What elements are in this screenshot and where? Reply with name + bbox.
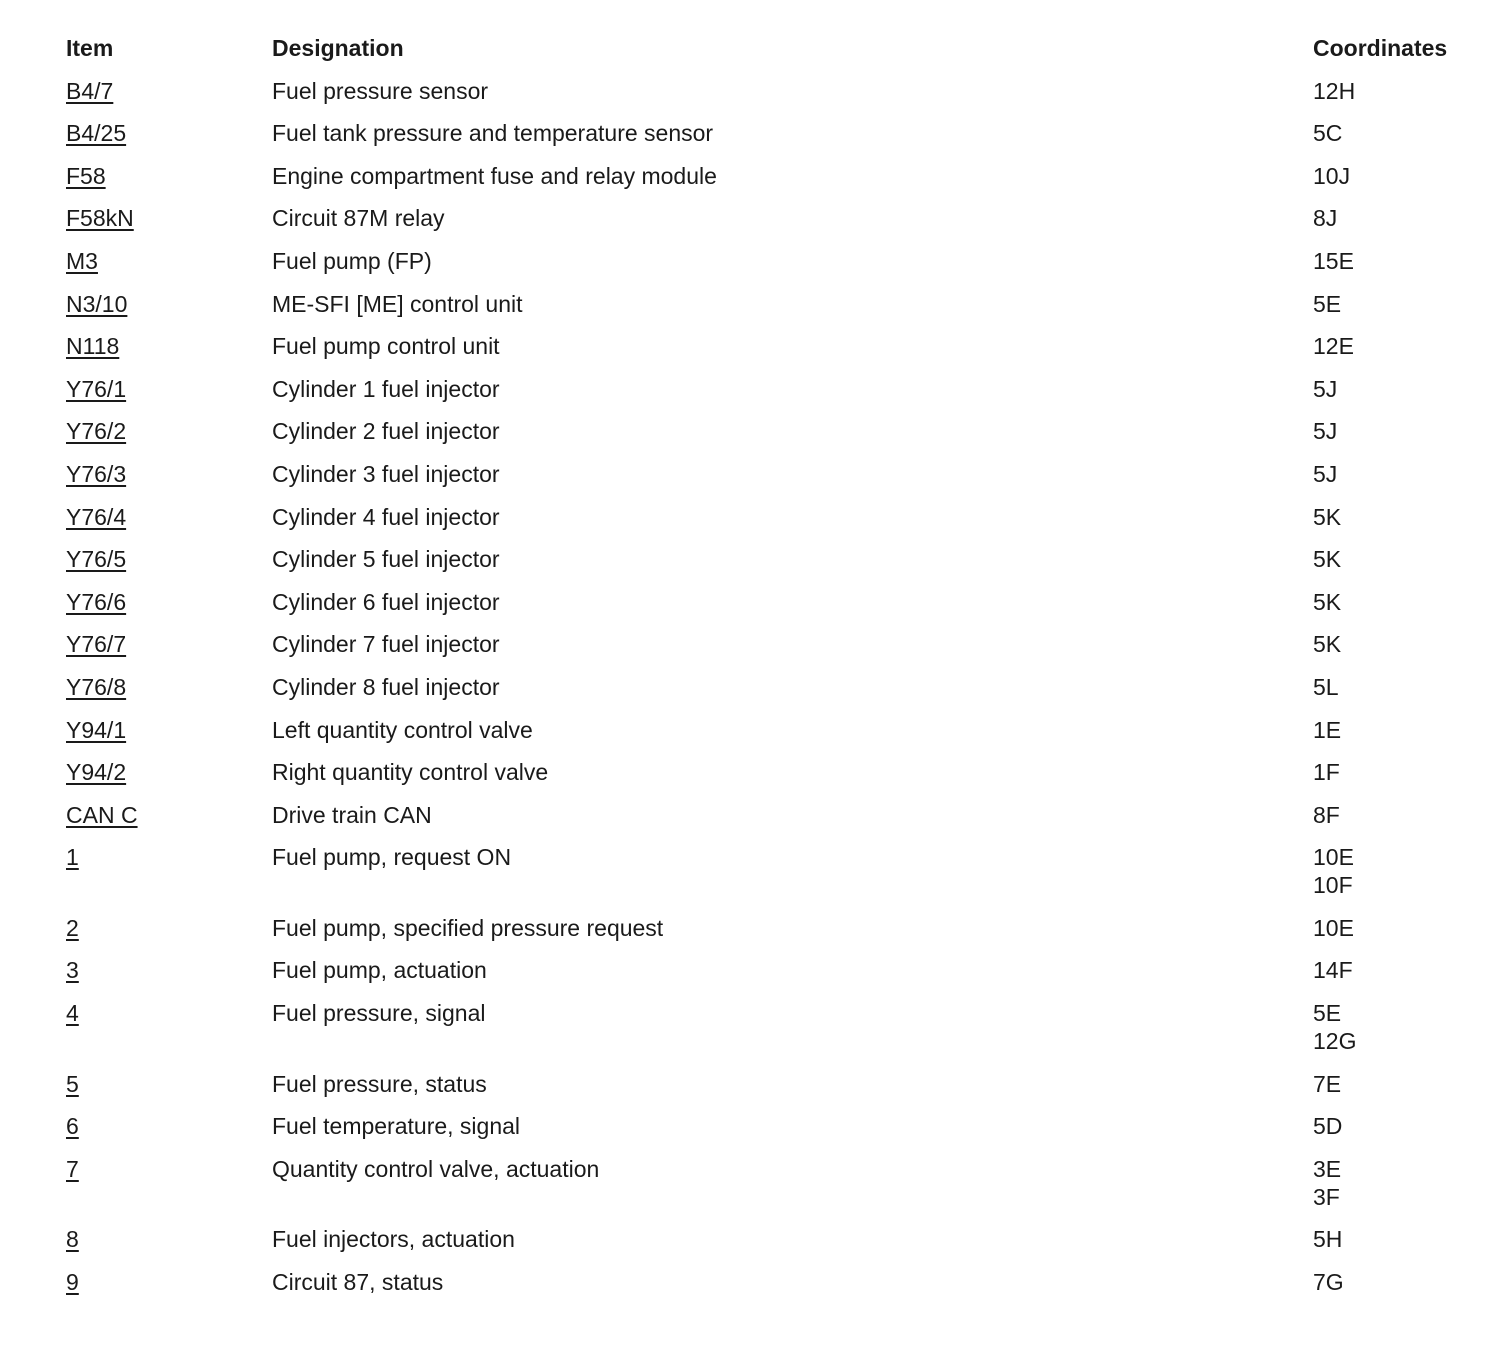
designation-cell: Fuel temperature, signal: [272, 1113, 521, 1140]
designation-cell: Circuit 87, status: [272, 1269, 444, 1296]
item-cell: [66, 247, 272, 275]
coordinate-value: 5D: [1313, 1113, 1343, 1140]
item-column-header: Item: [66, 35, 114, 61]
table-row: [66, 204, 1486, 232]
designation-cell: Quantity control valve, actuation: [272, 1155, 600, 1182]
item-link[interactable]: 7: [66, 1155, 79, 1182]
table-row: [66, 758, 1486, 786]
item-link[interactable]: Y76/4: [66, 503, 127, 530]
table-row: [66, 588, 1486, 616]
item-cell: [66, 630, 272, 658]
coordinates-column-header: Coordinates: [1313, 35, 1448, 61]
item-cell: [66, 1268, 272, 1296]
coordinate-value: 14F: [1313, 957, 1353, 984]
coordinates-cell: [1313, 460, 1486, 488]
item-link[interactable]: 4: [66, 1000, 79, 1027]
coordinate-value: 1E: [1313, 716, 1342, 743]
designation-cell: Fuel pressure sensor: [272, 77, 489, 104]
coordinate-value: 5K: [1313, 546, 1342, 573]
item-cell: [66, 914, 272, 942]
table-row: [66, 417, 1486, 445]
table-row: [66, 247, 1486, 275]
table-row: [66, 801, 1486, 829]
designation-cell: Cylinder 2 fuel injector: [272, 418, 500, 445]
table-header-row: [66, 34, 1486, 62]
item-link[interactable]: 1: [66, 844, 79, 871]
coordinates-cell: [1313, 162, 1486, 190]
item-cell: [66, 1155, 272, 1183]
item-cell: [66, 588, 272, 616]
designation-cell: Left quantity control valve: [272, 716, 533, 743]
coordinates-cell: [1313, 758, 1486, 786]
coordinates-cell: [1313, 1225, 1486, 1253]
coordinate-value: 8J: [1313, 205, 1338, 232]
coordinates-cell: [1313, 1155, 1486, 1211]
table-row: [66, 630, 1486, 658]
item-cell: [66, 999, 272, 1027]
table-row: [66, 999, 1486, 1055]
item-link[interactable]: Y76/8: [66, 673, 127, 700]
table-row: [66, 545, 1486, 573]
item-cell: [66, 1112, 272, 1140]
table-row: [66, 119, 1486, 147]
item-link[interactable]: N118: [66, 333, 120, 360]
designation-column-header: Designation: [272, 35, 404, 61]
item-link[interactable]: 6: [66, 1113, 79, 1140]
item-cell: [66, 716, 272, 744]
coordinates-cell: [1313, 417, 1486, 445]
table-row: [66, 1070, 1486, 1098]
item-link[interactable]: Y76/6: [66, 588, 127, 615]
designation-cell: Cylinder 7 fuel injector: [272, 631, 500, 658]
item-cell: [66, 290, 272, 318]
coordinates-cell: [1313, 375, 1486, 403]
designation-cell: Fuel injectors, actuation: [272, 1226, 515, 1253]
table-row: [66, 375, 1486, 403]
coordinates-cell: [1313, 956, 1486, 984]
item-link[interactable]: Y76/3: [66, 460, 127, 487]
coordinate-value: 5L: [1313, 673, 1339, 700]
item-cell: [66, 162, 272, 190]
component-legend-table: [66, 34, 1486, 1311]
item-link[interactable]: Y76/1: [66, 375, 127, 402]
designation-cell: Cylinder 5 fuel injector: [272, 546, 500, 573]
table-row: [66, 290, 1486, 318]
coordinates-cell: [1313, 914, 1486, 942]
item-link[interactable]: Y76/2: [66, 418, 127, 445]
designation-cell: Cylinder 4 fuel injector: [272, 503, 500, 530]
item-link[interactable]: F58kN: [66, 205, 134, 232]
coordinate-value: 12E: [1313, 333, 1354, 360]
item-link[interactable]: CAN C: [66, 801, 138, 828]
item-link[interactable]: Y76/5: [66, 546, 127, 573]
item-cell: [66, 417, 272, 445]
coordinate-value: 5E: [1313, 1000, 1342, 1027]
item-cell: [66, 758, 272, 786]
item-link[interactable]: 5: [66, 1070, 79, 1097]
designation-cell: Fuel pump control unit: [272, 333, 500, 360]
coordinate-value: 5E: [1313, 290, 1342, 317]
coordinate-value: 1F: [1313, 759, 1340, 786]
table-row: [66, 77, 1486, 105]
coordinate-value: 5J: [1313, 460, 1338, 487]
coordinate-value: 5K: [1313, 588, 1342, 615]
coordinates-cell: [1313, 716, 1486, 744]
coordinate-value: 10J: [1313, 162, 1351, 189]
item-link[interactable]: 3: [66, 957, 79, 984]
coordinate-value: 3F: [1313, 1183, 1340, 1210]
item-cell: [66, 332, 272, 360]
item-cell: [66, 673, 272, 701]
item-link[interactable]: Y94/2: [66, 759, 127, 786]
item-cell: [66, 1070, 272, 1098]
designation-cell: Fuel pressure, status: [272, 1070, 487, 1097]
coordinates-cell: [1313, 1112, 1486, 1140]
coordinates-cell: [1313, 503, 1486, 531]
designation-cell: Engine compartment fuse and relay module: [272, 162, 717, 189]
coordinate-value: 8F: [1313, 801, 1340, 828]
coordinates-cell: [1313, 801, 1486, 829]
coordinates-cell: [1313, 204, 1486, 232]
designation-cell: Cylinder 1 fuel injector: [272, 375, 500, 402]
table-row: [66, 1268, 1486, 1296]
coordinate-value: 7G: [1313, 1269, 1344, 1296]
table-row: [66, 956, 1486, 984]
designation-cell: Fuel pump, request ON: [272, 844, 512, 871]
coordinate-value: 5H: [1313, 1226, 1343, 1253]
item-link[interactable]: 9: [66, 1269, 79, 1296]
designation-cell: Circuit 87M relay: [272, 205, 445, 232]
table-body: [66, 77, 1486, 1296]
item-cell: [66, 1225, 272, 1253]
item-link[interactable]: B4/25: [66, 120, 127, 147]
designation-cell: Cylinder 3 fuel injector: [272, 460, 500, 487]
table-row: [66, 1112, 1486, 1140]
coordinates-cell: [1313, 332, 1486, 360]
item-link[interactable]: 2: [66, 914, 79, 941]
item-cell: [66, 375, 272, 403]
item-cell: [66, 460, 272, 488]
designation-cell: Fuel pump, specified pressure request: [272, 914, 664, 941]
coordinates-cell: [1313, 290, 1486, 318]
coordinate-value: 5K: [1313, 503, 1342, 530]
coordinate-value: 3E: [1313, 1155, 1342, 1182]
item-link[interactable]: Y94/1: [66, 716, 127, 743]
coordinates-cell: [1313, 1268, 1486, 1296]
item-cell: [66, 545, 272, 573]
item-link[interactable]: 8: [66, 1226, 79, 1253]
item-cell: [66, 77, 272, 105]
coordinate-value: 10E: [1313, 914, 1354, 941]
coordinate-value: 5J: [1313, 418, 1338, 445]
designation-cell: ME-SFI [ME] control unit: [272, 290, 523, 317]
item-cell: [66, 843, 272, 871]
designation-cell: Fuel pump, actuation: [272, 957, 487, 984]
coordinates-cell: [1313, 999, 1486, 1055]
coordinate-value: 5K: [1313, 631, 1342, 658]
coordinate-value: 15E: [1313, 247, 1354, 274]
item-link[interactable]: F58: [66, 162, 106, 189]
coordinate-value: 12G: [1313, 1028, 1357, 1055]
table-row: [66, 503, 1486, 531]
table-row: [66, 162, 1486, 190]
table-row: [66, 1155, 1486, 1211]
designation-cell: Fuel pump (FP): [272, 247, 432, 274]
item-cell: [66, 801, 272, 829]
table-row: [66, 914, 1486, 942]
item-link[interactable]: M3: [66, 247, 98, 274]
item-cell: [66, 503, 272, 531]
table-row: [66, 843, 1486, 899]
table-row: [66, 673, 1486, 701]
designation-cell: Cylinder 6 fuel injector: [272, 588, 500, 615]
designation-cell: Drive train CAN: [272, 801, 432, 828]
coordinate-value: 12H: [1313, 77, 1356, 104]
designation-cell: Fuel tank pressure and temperature sensor: [272, 120, 714, 147]
coordinate-value: 5J: [1313, 375, 1338, 402]
item-link[interactable]: Y76/7: [66, 631, 127, 658]
item-cell: [66, 119, 272, 147]
table-row: [66, 460, 1486, 488]
coordinate-value: 5C: [1313, 120, 1343, 147]
item-link[interactable]: B4/7: [66, 77, 114, 104]
coordinates-cell: [1313, 630, 1486, 658]
coordinate-value: 10F: [1313, 872, 1353, 899]
coordinates-cell: [1313, 247, 1486, 275]
designation-cell: Fuel pressure, signal: [272, 1000, 486, 1027]
table-row: [66, 1225, 1486, 1253]
designation-cell: Right quantity control valve: [272, 759, 549, 786]
coordinates-cell: [1313, 673, 1486, 701]
coordinates-cell: [1313, 77, 1486, 105]
item-cell: [66, 956, 272, 984]
coordinates-cell: [1313, 1070, 1486, 1098]
coordinates-cell: [1313, 843, 1486, 899]
coordinates-cell: [1313, 119, 1486, 147]
coordinates-cell: [1313, 545, 1486, 573]
coordinate-value: 7E: [1313, 1070, 1342, 1097]
coordinates-cell: [1313, 588, 1486, 616]
designation-cell: Cylinder 8 fuel injector: [272, 673, 500, 700]
table-row: [66, 332, 1486, 360]
item-cell: [66, 204, 272, 232]
item-link[interactable]: N3/10: [66, 290, 128, 317]
table-row: [66, 716, 1486, 744]
coordinate-value: 10E: [1313, 844, 1354, 871]
